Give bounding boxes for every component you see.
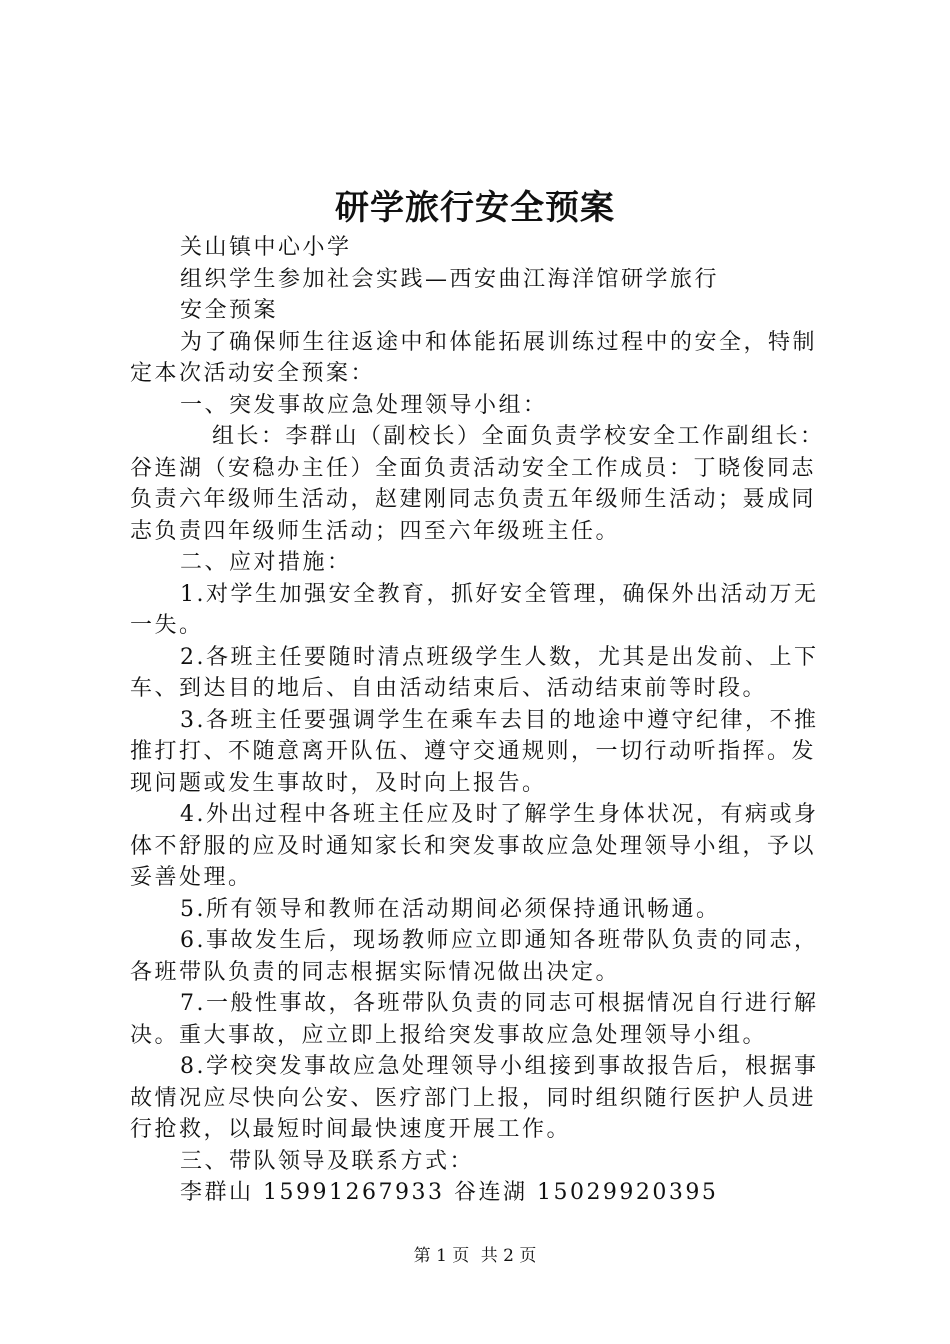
measure-item-6: 6.事故发生后，现场教师应立即通知各班带队负责的同志，各班带队负责的同志根据实际情况做出决定。 bbox=[130, 928, 819, 985]
document-body bbox=[130, 232, 835, 1209]
section-heading-3: 三、带队领导及联系方式： bbox=[180, 1148, 475, 1174]
measure-item-4: 4.外出过程中各班主任应及时了解学生身体状况，有病或身体不舒服的应及时通知家长和突发事故应急处理领导小组，予以妥善处理。 bbox=[130, 802, 819, 890]
section-heading-1: 一、突发事故应急处理领导小组： bbox=[180, 392, 548, 418]
intro-paragraph: 为了确保师生往返途中和体能拓展训练过程中的安全，特制定本次活动安全预案： bbox=[130, 329, 818, 386]
page-number: 第 1 页 bbox=[413, 1246, 470, 1266]
measure-item-8: 8.学校突发事故应急处理领导小组接到事故报告后，根据事故情况应尽快向公安、医疗部门上报，同时组织随行医护人员进行抢救，以最短时间最快速度开展工作。 bbox=[130, 1054, 819, 1142]
measure-item-2: 2.各班主任要随时清点班级学生人数，尤其是出发前、上下车、到达目的地后、自由活动结束后、活动结束前等时段。 bbox=[130, 644, 819, 701]
contact-line: 李群山 15991267933 谷连湖 15029920395 bbox=[180, 1180, 719, 1205]
measure-item-5: 5.所有领导和教师在活动期间必须保持通讯畅通。 bbox=[180, 896, 721, 922]
measure-item-7: 7.一般性事故，各班带队负责的同志可根据情况自行进行解决。重大事故，应立即上报给突发事故应急处理领导小组。 bbox=[130, 991, 819, 1048]
plan-label: 安全预案 bbox=[180, 298, 279, 323]
leadership-paragraph: 组长：李群山（副校长）全面负责学校安全工作副组长：谷连湖（安稳办主任）全面负责活动安全工作成员：丁晓俊同志负责六年级师生活动，赵建刚同志负责五年级师生活动；聂成同志负责四年级师生活动；四至六年级班主任。 bbox=[130, 424, 825, 544]
page-footer bbox=[0, 1244, 950, 1268]
activity-name: 组织学生参加社会实践—西安曲江海洋馆研学旅行 bbox=[180, 266, 720, 292]
page-total: 共 2 页 bbox=[480, 1246, 537, 1266]
measure-item-3: 3.各班主任要强调学生在乘车去目的地途中遵守纪律，不推推打打、不随意离开队伍、遵守交通规则，一切行动听指挥。发现问题或发生事故时，及时向上报告。 bbox=[130, 707, 819, 796]
section-heading-2: 二、应对措施： bbox=[180, 550, 352, 575]
document-title: 研学旅行安全预案 bbox=[335, 188, 615, 228]
measure-item-1: 1.对学生加强安全教育，抓好安全管理，确保外出活动万无一失。 bbox=[130, 581, 819, 638]
school-name: 关山镇中心小学 bbox=[180, 235, 352, 260]
